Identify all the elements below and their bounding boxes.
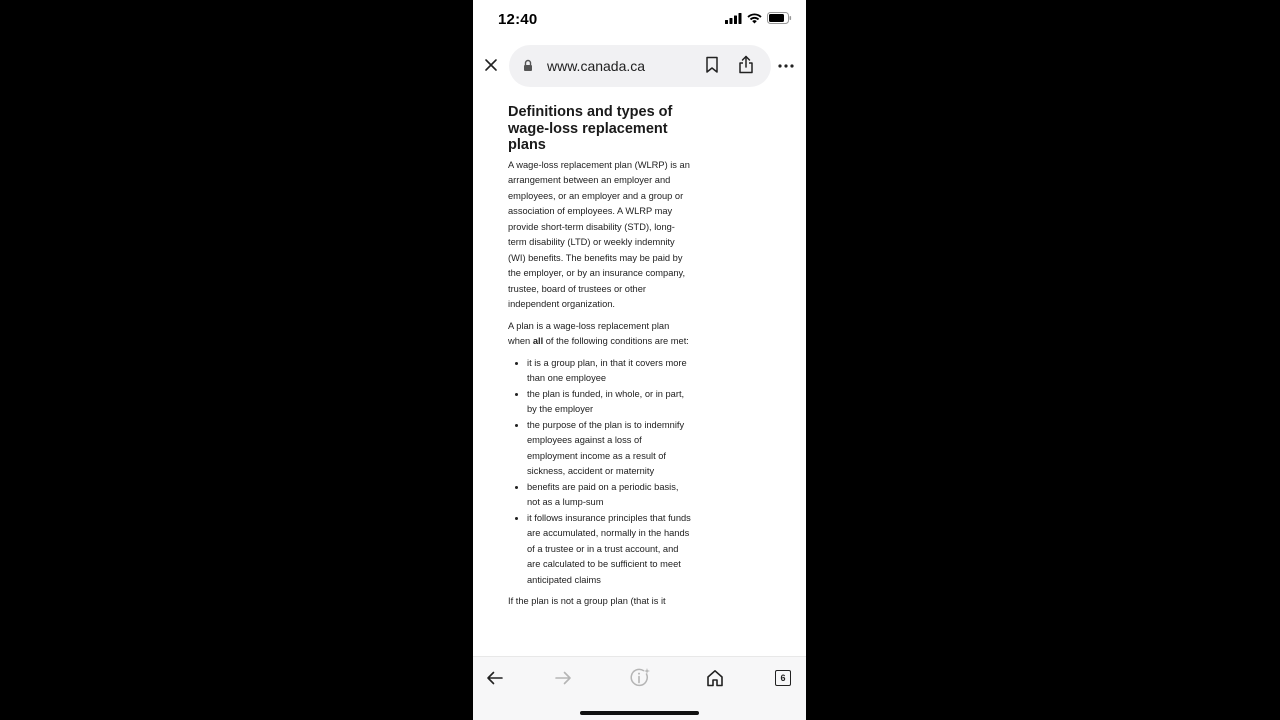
article-content: [508, 104, 693, 616]
status-time: 12:40: [498, 11, 538, 28]
intro-paragraph: A wage-loss replacement plan (WLRP) is an arrangement between an employer and employees, or an employer and a group or association of employees. A WLRP may provide short-term disability (STD), long-term disability (LTD) or weekly indemnity (WI) benefits. The benefits may be paid by the employer, or by an insurance company, trustee, board of trustees or other independent organization.: [508, 159, 690, 309]
close-icon: [481, 55, 501, 75]
conditions-intro-suffix: of the following conditions are met:: [543, 336, 689, 346]
forward-arrow-icon: [554, 671, 572, 685]
back-button[interactable]: [483, 666, 507, 690]
tabs-button[interactable]: [771, 666, 795, 690]
more-icon[interactable]: [778, 64, 794, 68]
lock-icon: [523, 59, 533, 72]
info-sparkle-icon: [629, 667, 651, 689]
share-icon[interactable]: [738, 55, 754, 74]
browser-toolbar: [473, 44, 806, 88]
list-item: • the purpose of the plan is to indemnify employees against a loss of employment income as a result of sickness, accident or maternity: [527, 418, 693, 480]
page-title: Definitions and types of wage-loss replacement plans: [508, 104, 673, 153]
list-item: • the plan is funded, in whole, or in part, by the employer: [527, 387, 693, 418]
cellular-signal-icon: [725, 13, 742, 24]
home-button[interactable]: [703, 666, 727, 690]
tabs-icon: 6: [775, 670, 791, 686]
back-arrow-icon: [486, 671, 504, 685]
wifi-icon: [747, 13, 762, 24]
address-bar[interactable]: [509, 45, 771, 87]
home-icon: [706, 669, 724, 687]
conditions-intro-prefix: A plan is a wage-loss replacement plan when: [508, 320, 670, 346]
forward-button[interactable]: [551, 666, 575, 690]
conditions-intro-paragraph: [508, 319, 693, 350]
battery-icon: [767, 12, 792, 24]
close-button[interactable]: [481, 55, 501, 75]
home-indicator[interactable]: [580, 711, 699, 715]
bookmark-icon[interactable]: [705, 56, 719, 74]
phone-screen: [473, 0, 806, 720]
conditions-list: [508, 356, 693, 589]
status-icons: [725, 12, 792, 24]
conditions-intro-bold: all: [532, 336, 544, 346]
page-info-button[interactable]: [628, 666, 652, 690]
bottom-navigation-bar: [473, 656, 806, 720]
list-item: • benefits are paid on a periodic basis, not as a lump-sum: [527, 480, 693, 511]
list-item: • it is a group plan, in that it covers more than one employee: [527, 356, 693, 387]
trailing-paragraph: If the plan is not a group plan (that is it: [508, 596, 666, 606]
list-item: • it follows insurance principles that funds are accumulated, normally in the hands of a trustee or in a trust account, and are calculated to be sufficient to meet anticipated claims: [527, 511, 693, 589]
status-bar: [473, 0, 806, 40]
url-text: www.canada.ca: [547, 58, 646, 74]
